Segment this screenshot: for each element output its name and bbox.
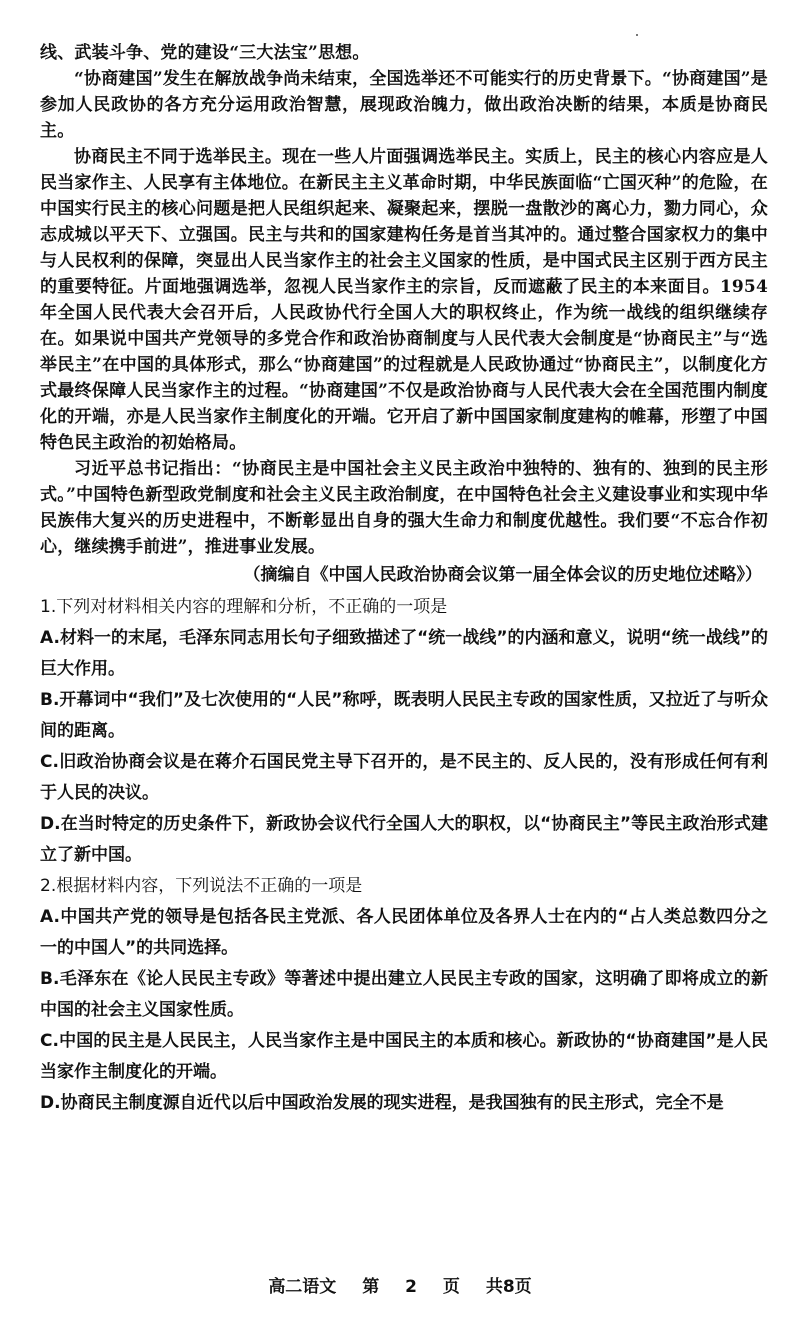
question-2 [40, 871, 768, 1119]
passage-paragraph-2: “协商建国”发生在解放战争尚未结束，全国选举还不可能实行的历史背景下。“协商建国”是参加人民政协的各方充分运用政治智慧，展现政治魄力，做出政治决断的结果，本质是协商民主。 [40, 69, 768, 141]
question-stem: 1.下列对材料相关内容的理解和分析，不正确的一项是 [40, 597, 448, 617]
option-c: C.中国的民主是人民民主，人民当家作主是中国民主的本质和核心。新政协的“协商建国”是人民当家作主制度化的开端。 [40, 1031, 768, 1082]
option-b: B.开幕词中“我们”及七次使用的“人民”称呼，既表明人民民主专政的国家性质，又拉近了与听众间的距离。 [40, 690, 768, 741]
option-c: C.旧政治协商会议是在蒋介石国民党主导下召开的，是不民主的、反人民的，没有形成任何有利于人民的决议。 [40, 752, 768, 803]
footer-total-pages: 共8页 [485, 1277, 532, 1297]
footer-page-number: 第 2 页 [362, 1277, 460, 1297]
passage-paragraph-1: 线、武装斗争、党的建设“三大法宝”思想。 [40, 43, 370, 63]
page-footer [0, 1272, 800, 1297]
passage-paragraph-3: 协商民主不同于选举民主。现在一些人片面强调选举民主。实质上，民主的核心内容应是人民当家作主、人民享有主体地位。在新民主主义革命时期，中华民族面临“亡国灭种”的危险，在中国实行民主的核心问题是把人民组织起来、凝聚起来，摆脱一盘散沙的离心力，勠力同心，众志成城以平天下、立强国。民主与共和的国家建构任务是首当其冲的。通过整合国家权力的集中与人民权利的保障，突显出人民当家作主的社会主义国家的性质，是中国式民主区别于西方民主的重要特征。片面地强调选举，忽视人民当家作主的宗旨，反而遮蔽了民主的本来面目。1954年全国人民代表大会召开后，人民政协代行全国人大的职权终止，作为统一战线的组织继续存在。如果说中国共产党领导的多党合作和政治协商制度与人民代表大会制度是“协商民主”与“选举民主”在中国的具体形式，那么“协商建国”的过程就是人民政协通过“协商民主”，以制度化方式最终保障人民当家作主的过程。“协商建国”不仅是政治协商与人民代表大会在全国范围内制度化的开端，亦是人民当家作主制度化的开端。它开启了新中国国家制度建构的帷幕，形塑了中国特色民主政治的初始格局。 [40, 147, 768, 453]
scan-speck [636, 34, 638, 36]
option-d: D.在当时特定的历史条件下，新政协会议代行全国人大的职权，以“协商民主”等民主政治形式建立了新中国。 [40, 814, 768, 865]
passage-paragraph-4: 习近平总书记指出：“协商民主是中国社会主义民主政治中独特的、独有的、独到的民主形式。”中国特色新型政党制度和社会主义民主政治制度，在中国特色社会主义建设事业和实现中华民族伟大复兴的历史进程中，不断彰显出自身的强大生命力和制度优越性。我们要“不忘合作初心，继续携手前进”，推进事业发展。 [40, 459, 768, 557]
option-b: B.毛泽东在《论人民民主专政》等著述中提出建立人民民主专政的国家，这明确了即将成立的新中国的社会主义国家性质。 [40, 969, 768, 1020]
passage-text [40, 40, 768, 560]
document-page [40, 40, 768, 1119]
source-citation: （摘编自《中国人民政治协商会议第一届全体会议的历史地位述略》） [243, 565, 762, 585]
question-stem: 2.根据材料内容，下列说法不正确的一项是 [40, 876, 363, 896]
question-list [40, 592, 768, 1119]
option-d: D.协商民主制度源自近代以后中国政治发展的现实进程，是我国独有的民主形式，完全不是 [40, 1093, 724, 1113]
option-a: A.材料一的末尾，毛泽东同志用长句子细致描述了“统一战线”的内涵和意义，说明“统一战线”的巨大作用。 [40, 628, 768, 679]
question-1 [40, 592, 768, 871]
footer-subject: 高二语文 [268, 1277, 337, 1297]
option-a: A.中国共产党的领导是包括各民主党派、各人民团体单位及各界人士在内的“占人类总数四分之一的中国人”的共同选择。 [40, 907, 768, 958]
